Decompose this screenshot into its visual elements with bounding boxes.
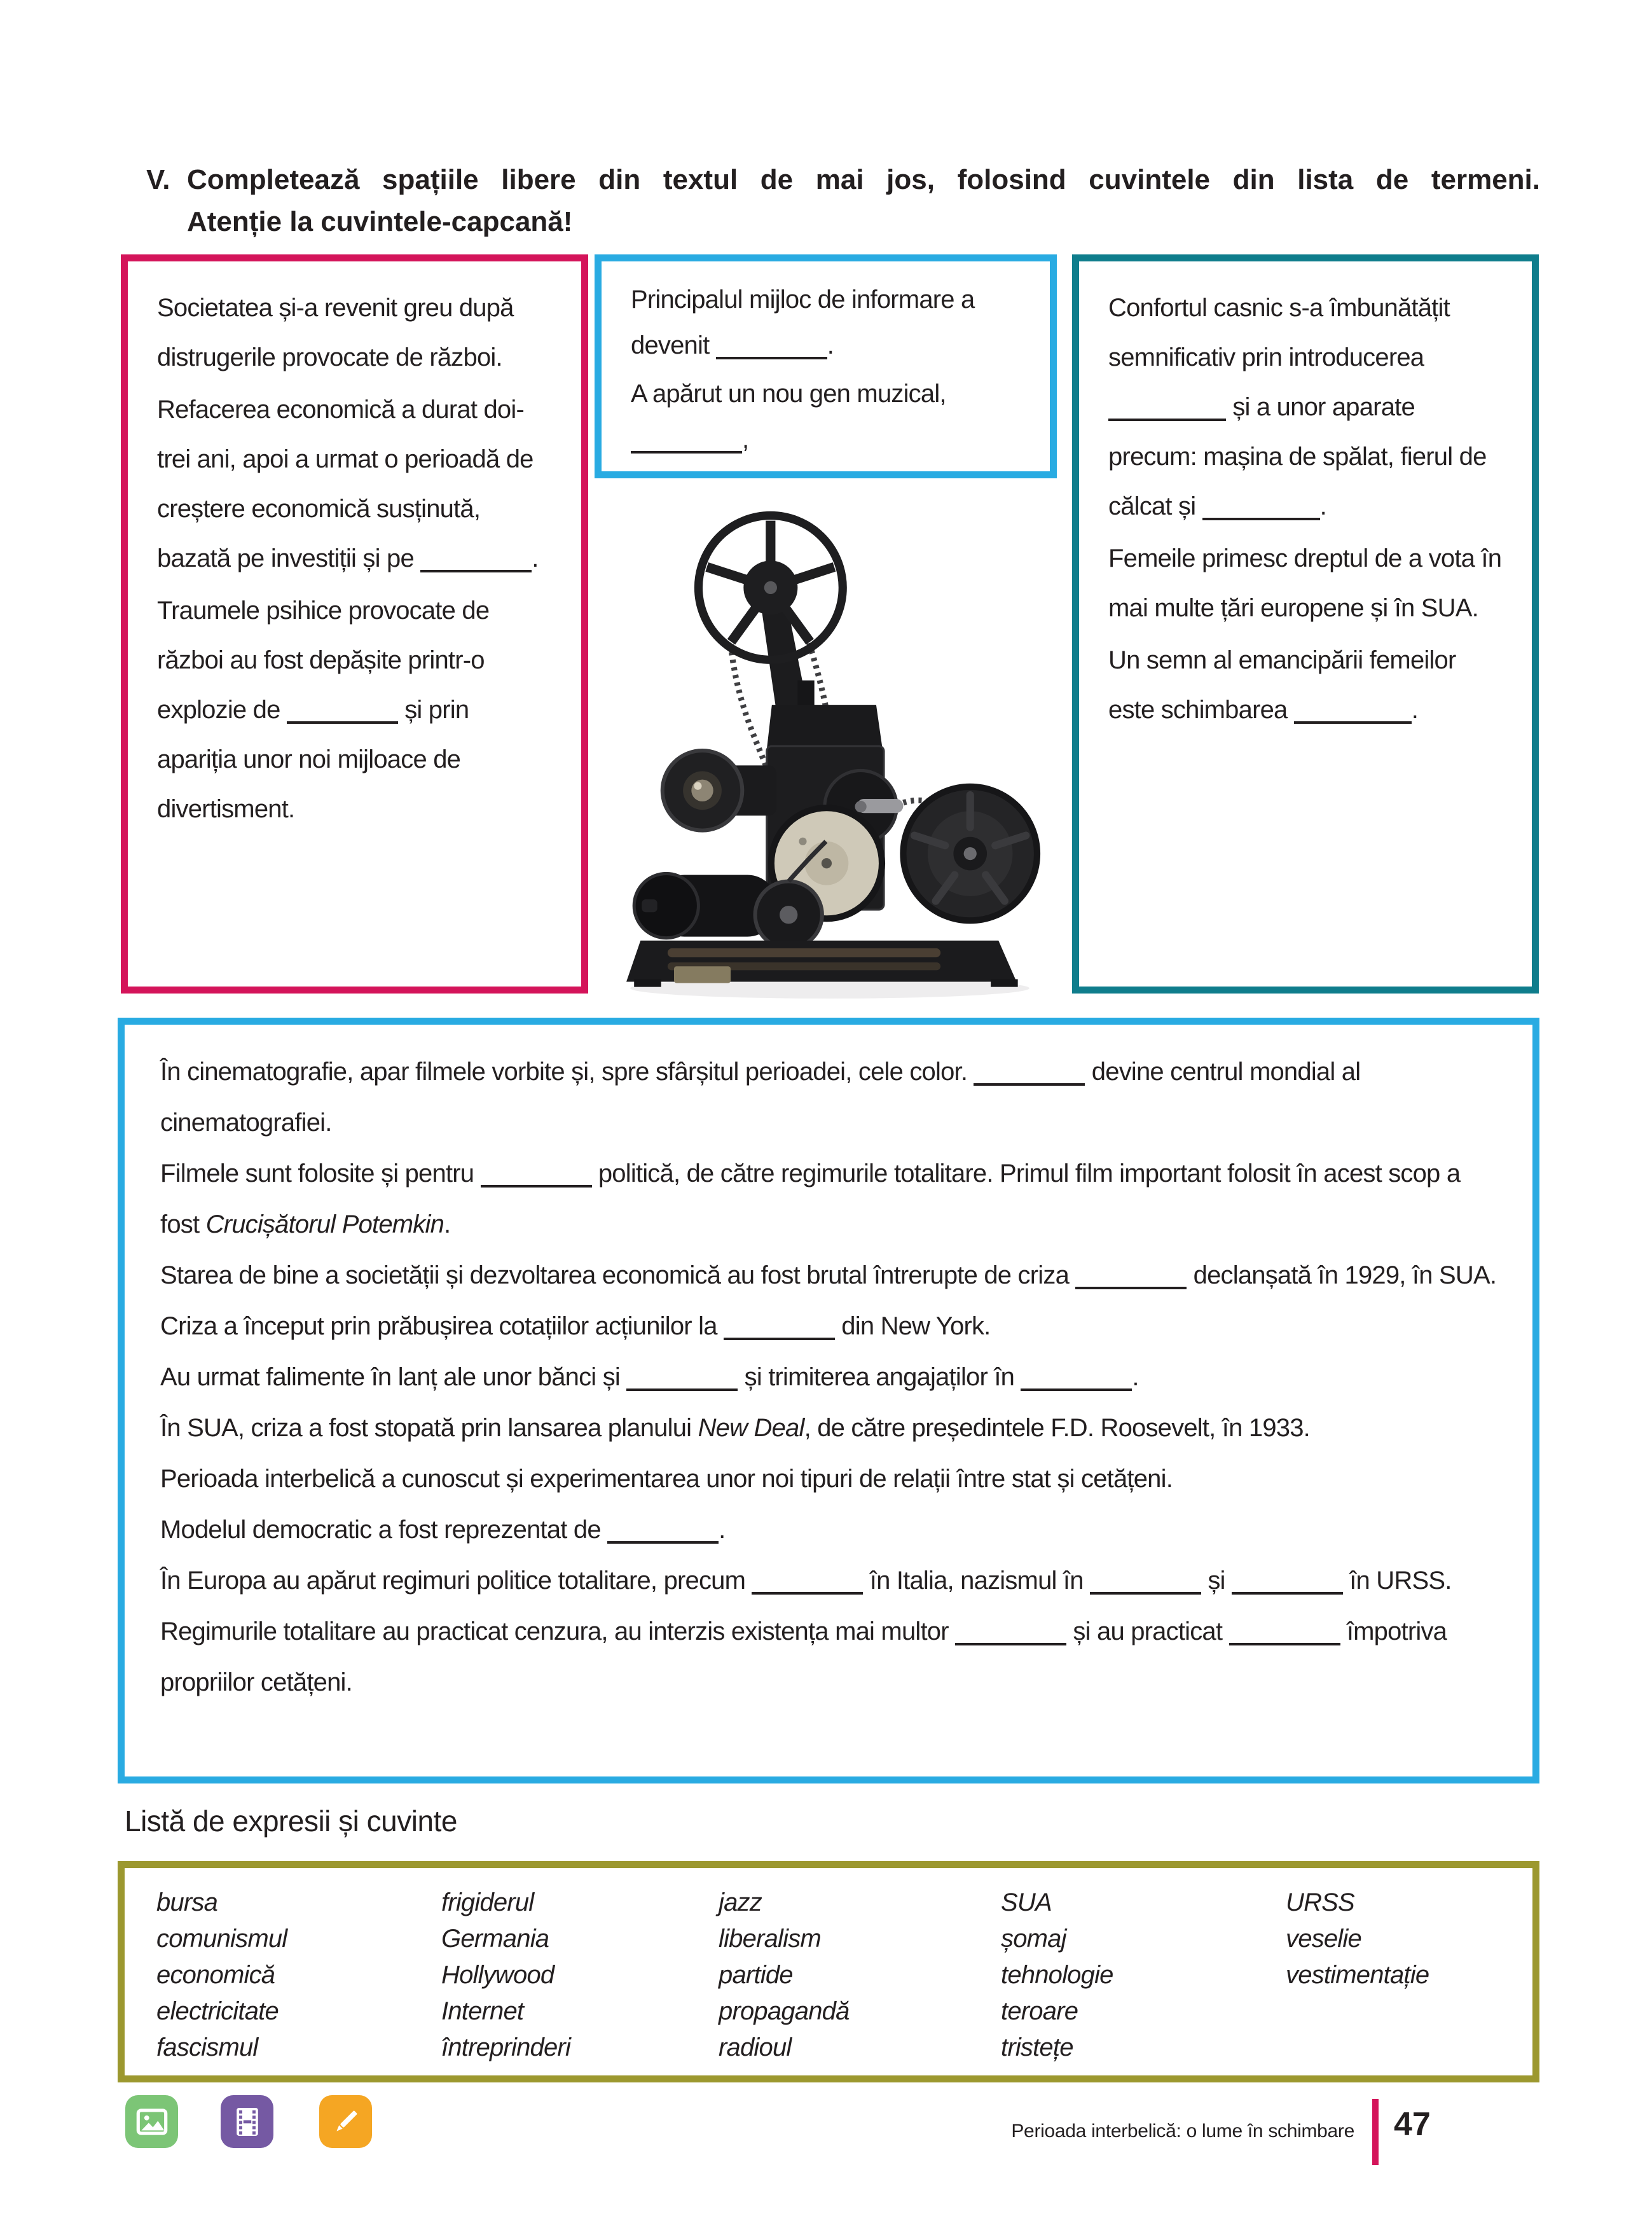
fill-blank[interactable] — [287, 721, 398, 724]
exercise-title — [146, 159, 1540, 243]
fill-blank[interactable] — [1294, 721, 1412, 724]
word-item: liberalism — [719, 1925, 821, 1953]
word-item: fascismul — [156, 2033, 258, 2061]
page-number-bar — [1372, 2099, 1379, 2165]
word-item: teroare — [1001, 1997, 1078, 2025]
fill-blank[interactable] — [1108, 419, 1226, 421]
word-list-column-1 — [156, 1885, 441, 2066]
fill-blank[interactable] — [752, 1592, 863, 1595]
word-item: jazz — [719, 1888, 762, 1916]
fill-blank[interactable] — [1021, 1388, 1132, 1391]
exercise-number: V. — [146, 164, 170, 195]
fill-blank[interactable] — [1075, 1287, 1187, 1289]
text-box-media — [595, 254, 1057, 478]
paragraph: Perioada interbelică a cunoscut și experimentarea unor noi tipuri de relații între stat și cetățeni. — [160, 1465, 1173, 1493]
word-list-column-3 — [719, 1885, 1001, 2066]
word-item: vestimentație — [1286, 1961, 1429, 1989]
fill-blank[interactable] — [974, 1083, 1085, 1086]
word-item: șomaj — [1001, 1925, 1066, 1953]
fill-blank[interactable] — [481, 1185, 592, 1188]
word-item: tehnologie — [1001, 1961, 1113, 1989]
fill-in-text-box — [118, 1018, 1539, 1783]
paragraph: Filmele sunt folosite și pentru politică, de către regimurile totalitare. Primul film important folosit în acest scop a fost Crucișătorul Potemkin. — [160, 1160, 1461, 1238]
fill-blank[interactable] — [1090, 1592, 1201, 1595]
word-item: veselie — [1286, 1925, 1361, 1953]
paragraph: Societatea și-a revenit greu după distrugerile provocate de război. — [157, 294, 514, 371]
exercise-warning: Atenție la cuvintele-capcană! — [187, 206, 573, 237]
fill-blank[interactable] — [955, 1643, 1066, 1645]
fill-blank[interactable] — [716, 357, 827, 359]
film-icon — [228, 2102, 267, 2142]
text-box-media-content — [602, 261, 1050, 480]
word-item: propagandă — [719, 1997, 850, 2025]
fill-blank[interactable] — [631, 451, 742, 454]
chapter-footer-label: Perioada interbelică: o lume în schimbare — [1011, 2121, 1354, 2142]
paragraph: Un semn al emancipării femeilor este schimbarea . — [1108, 646, 1456, 724]
fill-blank[interactable] — [420, 570, 532, 572]
word-item: economică — [156, 1961, 275, 1989]
word-item: întreprinderi — [441, 2033, 571, 2061]
word-item: frigiderul — [441, 1888, 534, 1916]
text-box-home-comfort — [1072, 254, 1539, 994]
word-item: partide — [719, 1961, 793, 1989]
word-list-column-4 — [1001, 1885, 1286, 2066]
word-item: radioul — [719, 2033, 792, 2061]
film-projector-photo — [604, 490, 1056, 1005]
word-item: URSS — [1286, 1888, 1354, 1916]
paragraph: Traumele psihice provocate de război au fost depășite printr-o explozie de și prin apariția unor noi mijloace de divertisment. — [157, 597, 490, 823]
paragraph: Au urmat falimente în lanț ale unor bănci și și trimiterea angajaților în . — [160, 1363, 1139, 1391]
word-item: SUA — [1001, 1888, 1052, 1916]
fill-blank[interactable] — [1232, 1592, 1343, 1595]
image-icon — [132, 2102, 172, 2142]
word-item: Germania — [441, 1925, 549, 1953]
paragraph: În cinematografie, apar filmele vorbite și, spre sfârșitul perioadei, cele color. devine centrul mondial al cinematografiei. — [160, 1058, 1361, 1137]
film-activity-badge — [221, 2095, 273, 2148]
word-list-box — [118, 1861, 1539, 2082]
paragraph: În Europa au apărut regimuri politice totalitare, precum în Italia, nazismul în și în URSS. — [160, 1567, 1452, 1595]
paragraph: În SUA, criza a fost stopată prin lansarea planului New Deal, de către președintele F.D. Roosevelt, în 1933. — [160, 1414, 1310, 1442]
fill-blank[interactable] — [1229, 1643, 1340, 1645]
page-number: 47 — [1394, 2106, 1431, 2143]
text-box-society-content — [128, 261, 581, 858]
paragraph: Refacerea economică a durat doi-trei ani, apoi a urmat o perioadă de creștere economică susținută, bazată pe investiții și pe . — [157, 396, 539, 572]
word-item: Internet — [441, 1997, 524, 2025]
image-activity-badge — [125, 2095, 178, 2148]
paragraph: A apărut un nou gen muzical, , — [631, 380, 946, 454]
pencil-icon — [326, 2102, 366, 2142]
paragraph: Principalul mijloc de informare a devenit . — [631, 286, 975, 359]
word-item: electricitate — [156, 1997, 279, 2025]
word-item: tristețe — [1001, 2033, 1073, 2061]
fill-blank[interactable] — [626, 1388, 738, 1391]
paragraph: Confortul casnic s-a îmbunătățit semnificativ prin introducerea și a unor aparate precum: mașina de spălat, fierul de călcat și . — [1108, 294, 1487, 520]
word-list-column-2 — [441, 1885, 719, 2066]
paragraph: Regimurile totalitare au practicat cenzura, au interzis existența mai multor și au practicat împotriva propriilor cetățeni. — [160, 1617, 1447, 1696]
text-box-home-comfort-content — [1079, 261, 1532, 759]
paragraph: Femeile primesc dreptul de a vota în mai multe țări europene și în SUA. — [1108, 544, 1502, 622]
text-box-society — [121, 254, 588, 994]
fill-blank[interactable] — [607, 1541, 719, 1544]
writing-activity-badge — [319, 2095, 372, 2148]
word-list-column-5 — [1286, 1885, 1501, 2066]
fill-blank[interactable] — [724, 1338, 835, 1340]
word-list-grid — [125, 1868, 1532, 2082]
fill-in-text-content — [125, 1025, 1532, 1729]
paragraph: Starea de bine a societății și dezvoltarea economică au fost brutal întrerupte de criza declanșată în 1929, în SUA. Criza a început prin prăbușirea cotațiilor acțiunilor la din New York. — [160, 1261, 1497, 1340]
word-item: Hollywood — [441, 1961, 554, 1989]
film-projector-illustration — [604, 490, 1056, 1005]
fill-blank[interactable] — [1202, 518, 1320, 520]
exercise-instruction: Completează spațiile libere din textul de mai jos, folosind cuvintele din lista de termeni. — [187, 164, 1540, 195]
paragraph: Modelul democratic a fost reprezentat de . — [160, 1516, 726, 1544]
word-item: bursa — [156, 1888, 218, 1916]
word-list-heading: Listă de expresii și cuvinte — [125, 1804, 457, 1838]
word-item: comunismul — [156, 1925, 287, 1953]
